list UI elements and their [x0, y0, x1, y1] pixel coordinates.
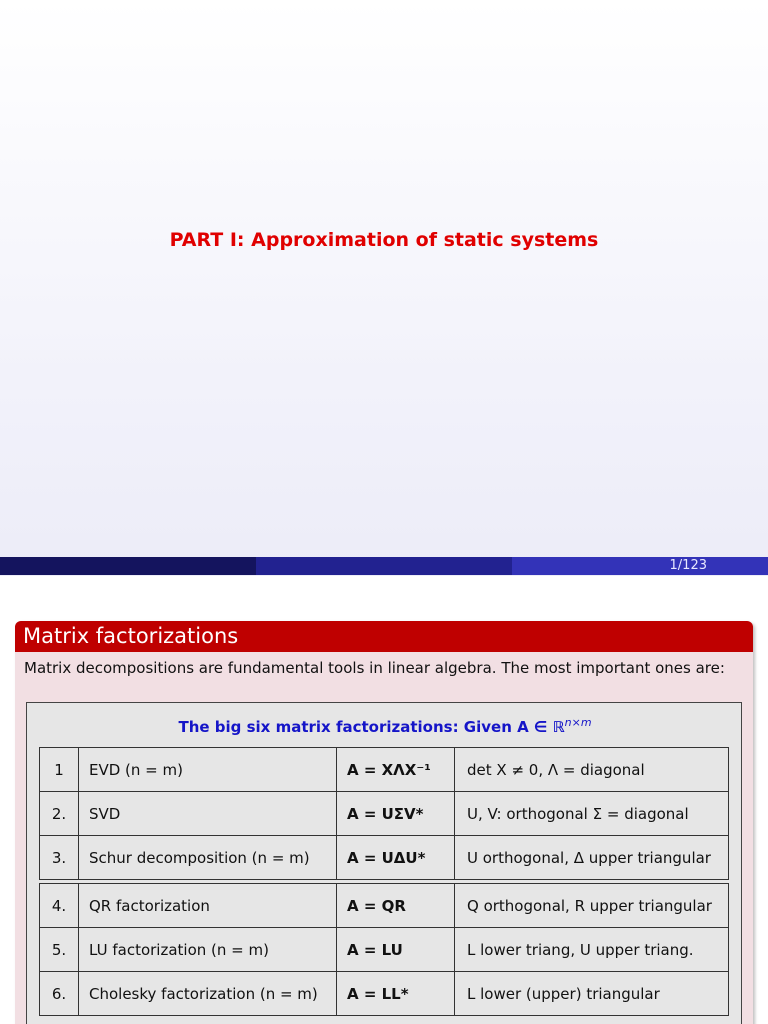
row-note: L lower (upper) triangular: [455, 972, 729, 1016]
row-name: SVD: [79, 792, 337, 836]
row-formula: A = XΛX⁻¹: [337, 748, 455, 792]
factorizations-slide: [0, 576, 768, 1024]
row-note: Q orthogonal, R upper triangular: [455, 884, 729, 928]
factorizations-box: [26, 702, 742, 1024]
footer-bar: [0, 557, 768, 575]
caption-superscript: n×m: [564, 716, 592, 729]
table-row: [40, 792, 729, 836]
row-name: LU factorization (n = m): [79, 928, 337, 972]
part-title: PART I: Approximation of static systems: [169, 229, 599, 251]
row-note: U, V: orthogonal Σ = diagonal: [455, 792, 729, 836]
row-number: 1: [40, 748, 79, 792]
row-number: 5.: [40, 928, 79, 972]
row-formula: A = LL*: [337, 972, 455, 1016]
row-note: det X ≠ 0, Λ = diagonal: [455, 748, 729, 792]
footer-segment-right: [512, 557, 768, 575]
row-number: 2.: [40, 792, 79, 836]
table-row: [40, 928, 729, 972]
row-number: 6.: [40, 972, 79, 1016]
row-name: QR factorization: [79, 884, 337, 928]
row-formula: A = QR: [337, 884, 455, 928]
factorizations-table-bottom: [39, 883, 729, 1016]
factorizations-table-top: [39, 747, 729, 880]
caption-text: The big six matrix factorizations: Given A ∈ ℝ: [178, 718, 565, 736]
row-number: 3.: [40, 836, 79, 880]
row-formula: A = UΔU*: [337, 836, 455, 880]
row-note: L lower triang, U upper triang.: [455, 928, 729, 972]
table-row: [40, 884, 729, 928]
row-formula: A = UΣV*: [337, 792, 455, 836]
row-number: 4.: [40, 884, 79, 928]
table-caption: [27, 716, 743, 736]
intro-text: Matrix decompositions are fundamental tools in linear algebra. The most important ones are:: [24, 659, 725, 677]
frame-title-bar: [15, 621, 753, 652]
frame-title: Matrix factorizations: [23, 624, 239, 648]
row-formula: A = LU: [337, 928, 455, 972]
row-name: EVD (n = m): [79, 748, 337, 792]
row-note: U orthogonal, Δ upper triangular: [455, 836, 729, 880]
footer-segment-middle: [256, 557, 512, 575]
table-row: [40, 972, 729, 1016]
table-row: [40, 748, 729, 792]
row-name: Schur decomposition (n = m): [79, 836, 337, 880]
table-row: [40, 836, 729, 880]
row-name: Cholesky factorization (n = m): [79, 972, 337, 1016]
page-number: 1/123: [669, 558, 707, 573]
footer-segment-left: [0, 557, 256, 575]
